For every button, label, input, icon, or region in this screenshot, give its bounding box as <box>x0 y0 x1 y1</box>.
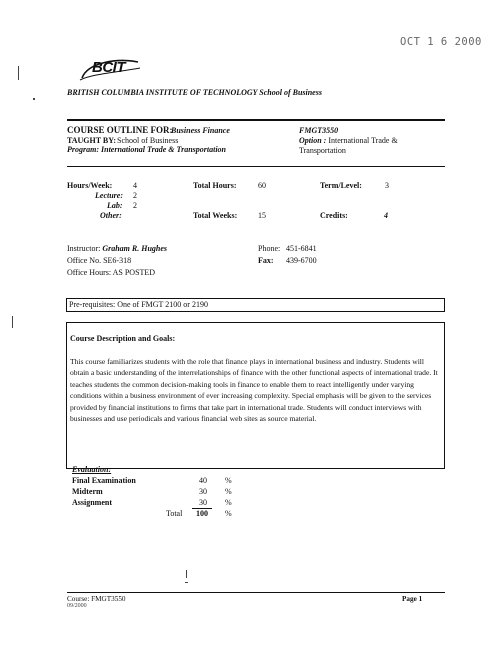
lab-label: Lab: <box>107 201 123 210</box>
total-hours-label: Total Hours: <box>193 181 237 190</box>
eval-row-unit: % <box>225 487 232 496</box>
option-value: International Trade & <box>328 136 398 145</box>
eval-total-label: Total <box>166 509 183 518</box>
prerequisites-box <box>66 298 445 312</box>
lab-value: 2 <box>133 201 137 210</box>
scan-mark <box>18 66 19 80</box>
scan-mark <box>33 98 35 100</box>
prerequisites-text: Pre-requisites: One of FMGT 2100 or 2190 <box>69 300 208 309</box>
instructor-name: Graham R. Hughes <box>102 244 168 253</box>
header-top-rule <box>67 119 445 121</box>
eval-total-unit: % <box>225 509 232 518</box>
received-stamp: OCT 1 6 2000 <box>400 36 482 48</box>
institution-line <box>67 88 322 97</box>
description-body: This course familiarizes students with the role that finance plays in international business and industry. Students will obtain a basic understanding of the interrelationships of finance with the other functional aspects of international trade. It teaches students the common decision-making tools in finance to enable them to react intelligently under varying conditions within a business environment of ever increasing complexity. Special emphasis will be given to the services provided by financial institutions to firms that take part in international trade. Students will conduct interviews with businesses and use periodicals and various financial web sites as source material. <box>70 357 438 424</box>
footer-rule <box>67 592 445 593</box>
other-label: Other: <box>100 211 122 220</box>
office-value: SE6-318 <box>103 256 132 265</box>
course-code: FMGT3550 <box>299 126 339 135</box>
program-line <box>67 145 226 154</box>
phone-value: 451-6841 <box>286 244 317 253</box>
taught-label: TAUGHT BY: <box>67 136 116 145</box>
eval-row-label: Midterm <box>72 487 103 496</box>
option-value-cont: Transportation <box>299 146 346 155</box>
footer-page: Page 1 <box>402 595 423 603</box>
description-heading: Course Description and Goals: <box>70 334 176 343</box>
instructor-label: Instructor: <box>67 244 101 253</box>
office-hours-label: Office Hours: <box>67 268 112 277</box>
lecture-value: 2 <box>133 191 137 200</box>
option-line <box>299 136 398 145</box>
credits-label: Credits: <box>320 211 348 220</box>
fax-value: 439-6700 <box>286 256 317 265</box>
eval-row-unit: % <box>225 476 232 485</box>
total-weeks-value: 15 <box>258 211 266 220</box>
eval-row-label: Final Examination <box>72 476 136 485</box>
bcit-logo <box>78 56 144 82</box>
office-hours-value: AS POSTED <box>112 268 156 277</box>
program-label: Program: <box>67 145 99 154</box>
credits-value: 4 <box>384 211 388 220</box>
scan-mark <box>186 570 187 578</box>
instructor-line <box>67 244 167 253</box>
evaluation-heading: Evaluation: <box>72 465 112 474</box>
outline-value: Business Finance <box>171 126 230 135</box>
eval-row-value: 30 <box>199 498 207 507</box>
total-weeks-label: Total Weeks: <box>193 211 238 220</box>
fax-label: Fax: <box>258 256 274 265</box>
hours-week-value: 4 <box>133 181 137 190</box>
eval-row-value: 30 <box>199 487 207 496</box>
logo-text: BCIT <box>92 59 125 76</box>
taught-value: School of Business <box>117 136 179 145</box>
footer-date: 09/2000 <box>67 603 87 609</box>
office-hours-line <box>67 268 155 277</box>
hours-week-label: Hours/Week: <box>67 181 113 190</box>
school-name: School of Business <box>259 88 322 97</box>
total-hours-value: 60 <box>258 181 266 190</box>
eval-row-value: 40 <box>199 476 207 485</box>
program-value: International Trade & Transportation <box>101 145 226 154</box>
institution-name: BRITISH COLUMBIA INSTITUTE OF TECHNOLOGY <box>67 88 258 97</box>
eval-row-unit: % <box>225 498 232 507</box>
lecture-label: Lecture: <box>95 191 123 200</box>
office-label: Office No. <box>67 256 102 265</box>
scan-mark <box>185 582 188 583</box>
phone-label: Phone: <box>258 244 281 253</box>
term-level-label: Term/Level: <box>320 181 362 190</box>
scan-mark <box>12 316 13 328</box>
footer-course: Course: FMGT3550 <box>67 595 126 603</box>
option-label: Option : <box>299 136 327 145</box>
term-level-value: 3 <box>385 181 389 190</box>
eval-row-label: Assignment <box>72 498 113 507</box>
outline-label: COURSE OUTLINE FOR: <box>67 125 173 135</box>
header-bottom-rule <box>67 166 445 167</box>
course-description-box <box>66 322 445 469</box>
office-line <box>67 256 131 265</box>
eval-total-value: 100 <box>196 509 208 518</box>
